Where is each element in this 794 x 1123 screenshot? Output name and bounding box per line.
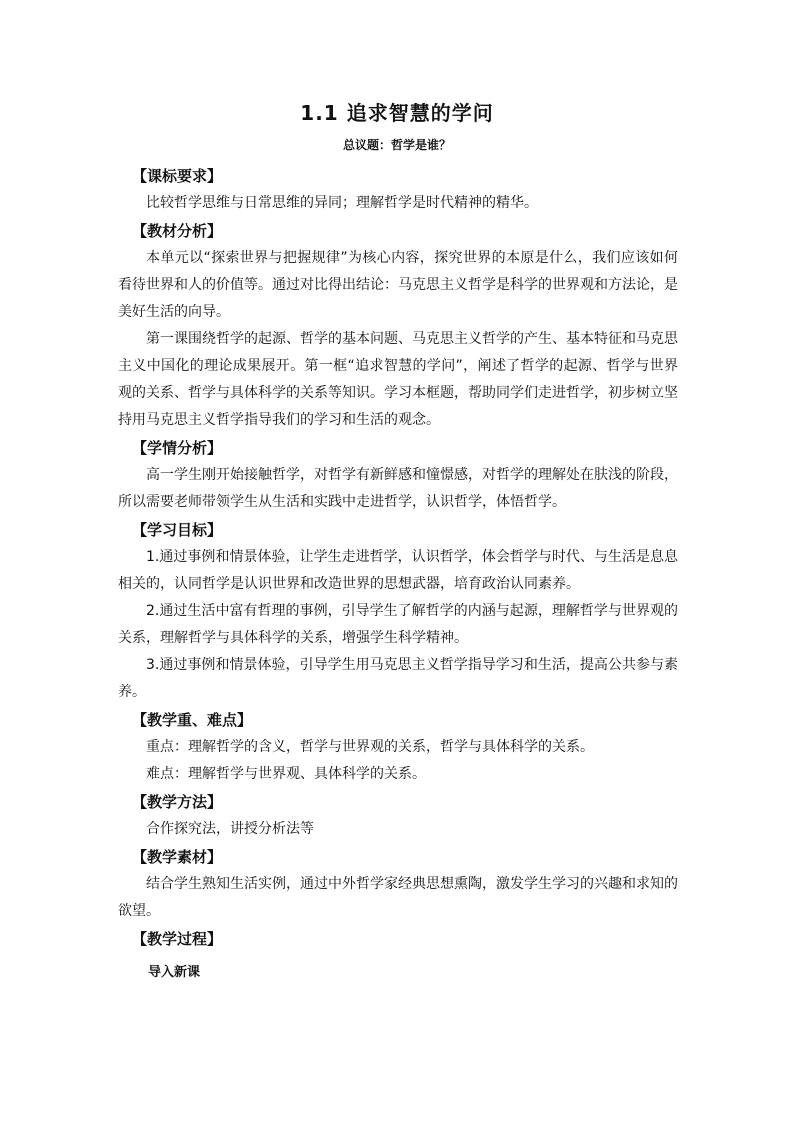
section-heading-xueqing: 【学情分析】 bbox=[132, 439, 223, 457]
daoru-subheading: 导入新课 bbox=[148, 965, 201, 980]
kebiao-text: 比较哲学思维与日常思维的异同；理解哲学是时代精神的精华。 bbox=[146, 195, 538, 211]
section-heading-fangfa: 【教学方法】 bbox=[132, 793, 223, 811]
jiaocai-paragraph-2: 第一课围绕哲学的起源、哲学的基本问题、马克思主义哲学的产生、基本特征和马克思主义中国化的理论成果展开。第一框“追求智慧的学问”，阐述了哲学的起源、哲学与世界观的关系、哲学与具体科学的关系等知识。学习本框题，帮助同学们走进哲学，初步树立坚持用马克思主义哲学指导我们的学习和生活的观念。 bbox=[118, 331, 678, 428]
section-heading-guocheng: 【教学过程】 bbox=[132, 930, 223, 948]
section-heading-sucai: 【教学素材】 bbox=[132, 848, 223, 866]
section-heading-kebiao: 【课标要求】 bbox=[132, 167, 223, 185]
xueqing-text: 高一学生刚开始接触哲学，对哲学有新鲜感和憧憬感，对哲学的理解处在肤浅的阶段，所以需要老师带领学生从生活和实践中走进哲学，认识哲学，体悟哲学。 bbox=[118, 467, 678, 510]
section-heading-zhongnan: 【教学重、难点】 bbox=[132, 711, 253, 729]
document-body bbox=[118, 162, 678, 986]
section-heading-jiaocai: 【教材分析】 bbox=[132, 222, 223, 240]
page-subtitle: 总议题：哲学是谁？ bbox=[342, 138, 451, 152]
mubiao-item-1: 1.通过事例和情景体验，让学生走进哲学，认识哲学，体会哲学与时代、与生活是息息相关的，认同哲学是认识世界和改造世界的思想武器，培育政治认同素养。 bbox=[118, 549, 678, 592]
zhongdian-text: 重点：理解哲学的含义，哲学与世界观的关系，哲学与具体科学的关系。 bbox=[146, 739, 594, 755]
fangfa-text: 合作探究法，讲授分析法等 bbox=[146, 821, 314, 837]
sucai-text: 结合学生熟知生活实例，通过中外哲学家经典思想熏陶，激发学生学习的兴趣和求知的欲望。 bbox=[118, 876, 678, 919]
nandian-text: 难点：理解哲学与世界观、具体科学的关系。 bbox=[146, 766, 426, 782]
mubiao-item-2: 2.通过生活中富有哲理的事例，引导学生了解哲学的内涵与起源，理解哲学与世界观的关系，理解哲学与具体科学的关系，增强学生科学精神。 bbox=[118, 603, 678, 646]
mubiao-item-3: 3.通过事例和情景体验，引导学生用马克思主义哲学指导学习和生活，提高公共参与素养。 bbox=[118, 657, 678, 700]
jiaocai-paragraph-1: 本单元以“探索世界与把握规律”为核心内容，探究世界的本原是什么，我们应该如何看待世界和人的价值等。通过对比得出结论：马克思主义哲学是科学的世界观和方法论，是美好生活的向导。 bbox=[118, 250, 678, 320]
section-heading-mubiao: 【学习目标】 bbox=[132, 521, 223, 539]
page-title: 1.1 追求智慧的学问 bbox=[300, 101, 494, 125]
